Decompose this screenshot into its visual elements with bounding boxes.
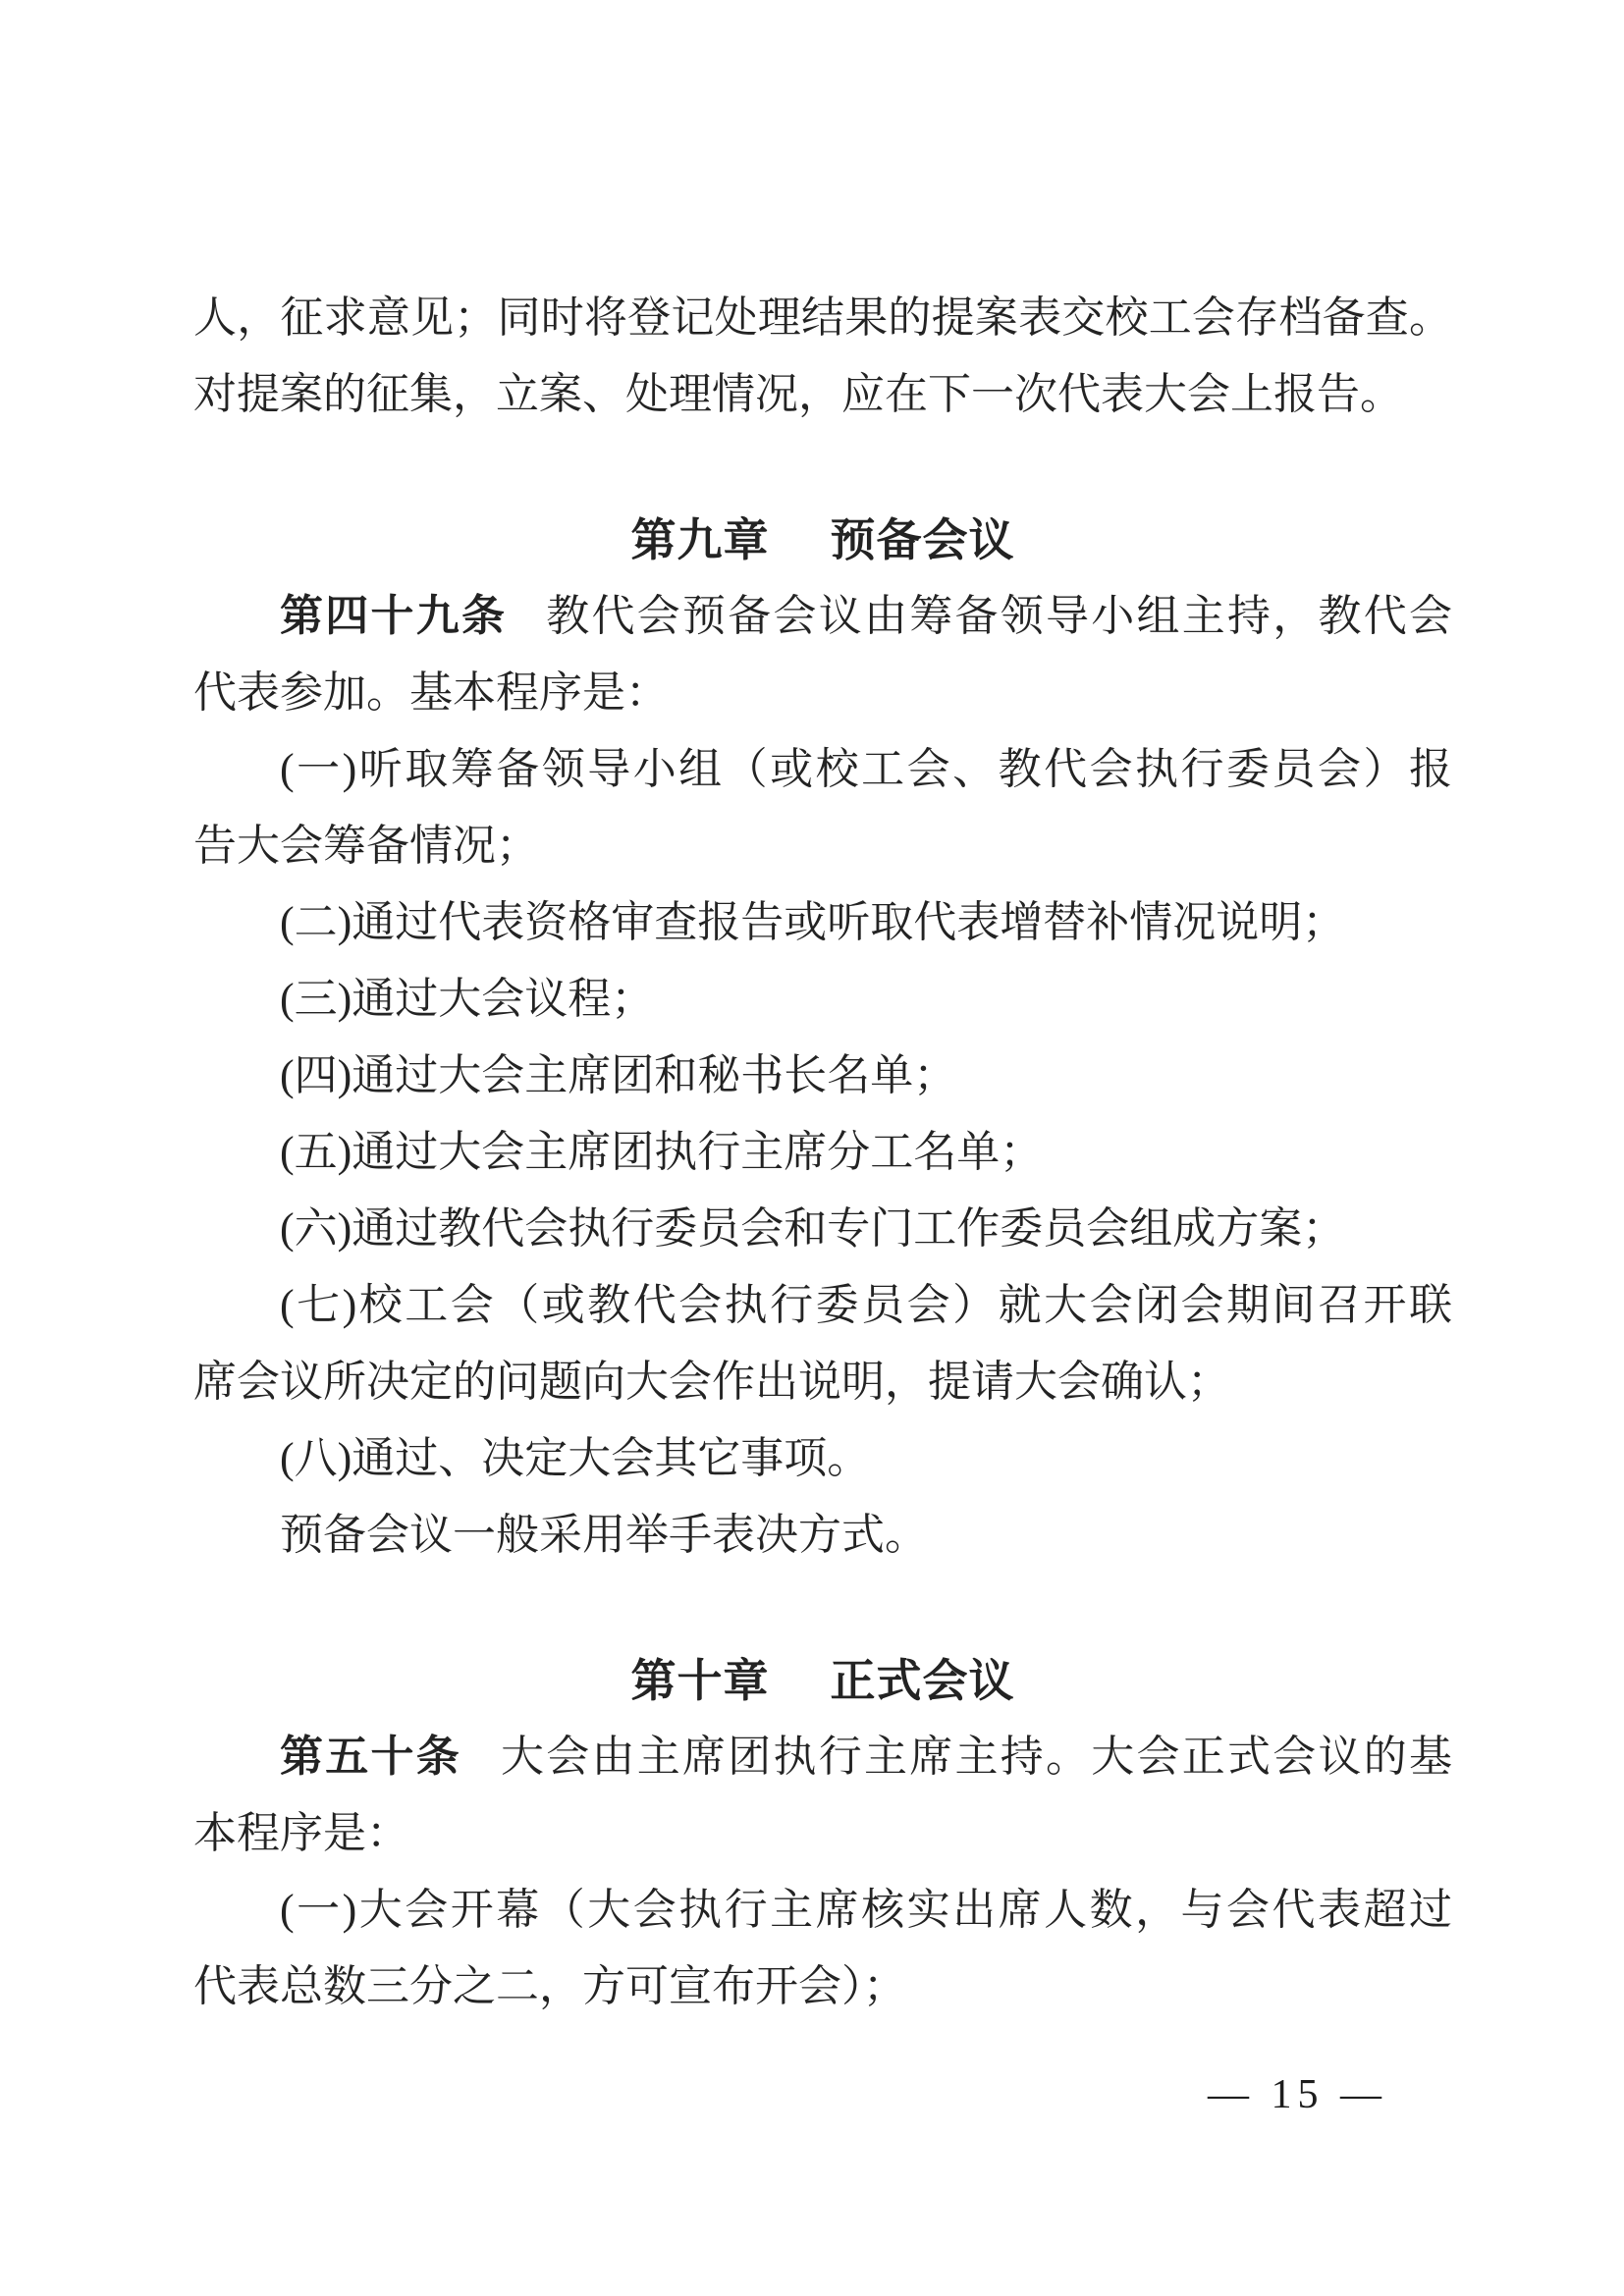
text-line	[193, 578, 1452, 655]
text-line: 代表参加。基本程序是：	[193, 668, 669, 717]
chapter-title: 预备会议	[830, 514, 1015, 565]
text-line: 席会议所决定的问题向大会作出说明，提请大会确认；	[193, 1358, 1230, 1406]
text-line: (八)通过、决定大会其它事项。	[280, 1434, 871, 1482]
text-line: 对提案的征集，立案、处理情况，应在下一次代表大会上报告。	[193, 370, 1403, 418]
chapter-number: 第九章	[630, 514, 770, 565]
text-line: 告大会筹备情况；	[193, 822, 539, 870]
text-line: 代表总数三分之二，方可宣布开会）；	[193, 1962, 906, 2010]
text-line: 预备会议一般采用举手表决方式。	[280, 1511, 928, 1559]
text-line: (一)大会开幕（大会执行主席核实出席人数，与会代表超过	[280, 1886, 1452, 1934]
page-number: — 15 —	[1208, 2072, 1387, 2117]
text-line	[193, 1719, 1452, 1795]
text-line: (二)通过代表资格审查报告或听取代表增替补情况说明；	[280, 898, 1346, 946]
line-text: 教代会预备会议由筹备领导小组主持，教代会	[546, 592, 1452, 640]
text-line: 本程序是：	[193, 1809, 409, 1857]
chapter-title: 正式会议	[830, 1655, 1015, 1706]
text-line: (一)听取筹备领导小组（或校工会、教代会执行委员会）报	[280, 745, 1452, 793]
text-line: (三)通过大会议程；	[280, 975, 655, 1023]
article-number-lead: 第五十条	[280, 1733, 461, 1781]
text-line: (七)校工会（或教代会执行委员会）就大会闭会期间召开联	[280, 1281, 1452, 1329]
text-line: (五)通过大会主席团执行主席分工名单；	[280, 1128, 1044, 1176]
article-number-lead: 第四十九条	[280, 592, 508, 640]
text-line: (六)通过教代会执行委员会和专门工作委员会组成方案；	[280, 1204, 1346, 1253]
document-body	[193, 280, 1452, 2025]
text-line: (四)通过大会主席团和秘书长名单；	[280, 1051, 957, 1099]
chapter-heading	[193, 1642, 1452, 1719]
text-line: 人，征求意见；同时将登记处理结果的提案表交校工会存档备查。	[193, 294, 1452, 342]
line-text: 大会由主席团执行主席主持。大会正式会议的基	[501, 1733, 1452, 1781]
chapter-number: 第十章	[630, 1655, 770, 1706]
chapter-heading	[193, 502, 1452, 578]
